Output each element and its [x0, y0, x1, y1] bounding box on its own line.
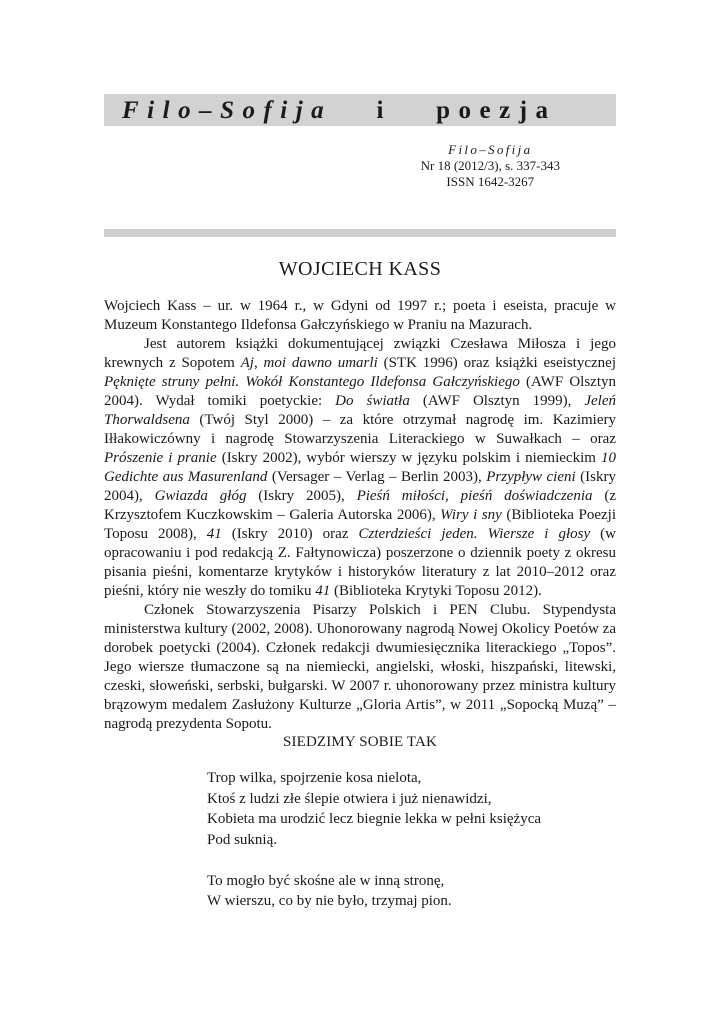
journal-issn: ISSN 1642-3267	[446, 174, 535, 189]
book-title: 41	[206, 526, 222, 542]
bio-text: (Iskry 2002), wybór wierszy w języku polskim i niemieckim	[216, 450, 601, 466]
bio-paragraph-1: Wojciech Kass – ur. w 1964 r., w Gdyni od 1997 r.; poeta i eseista, pracuje w Muzeum Konstantego Ildefonsa Gałczyńskiego w Praniu na Mazurach.	[104, 298, 616, 333]
poem-title: SIEDZIMY SOBIE TAK	[283, 734, 437, 750]
poem-line: Kobieta ma urodzić lecz biegnie lekka w pełni księżyca	[207, 811, 542, 827]
author-name: WOJCIECH KASS	[278, 258, 442, 280]
poem-line: Pod suknią.	[207, 831, 278, 848]
author-bio	[104, 297, 616, 734]
banner-part-journal: Filo–Sofija	[122, 97, 333, 124]
book-title: Do światła	[335, 393, 410, 409]
poem-stanza-2	[207, 871, 607, 912]
book-title: 10 Gedichte aus Masurenland	[104, 450, 616, 485]
book-title: 41	[315, 583, 331, 599]
banner-title	[122, 96, 602, 126]
book-title: Pęknięte struny pełni. Wokół Konstantego Ildefonsa Gałczyńskiego	[104, 374, 520, 390]
bio-text: (z Krzysztofem Kuczkowskim – Galeria Autorska 2006),	[104, 488, 616, 523]
poem-line: W wierszu, co by nie było, trzymaj pion.	[207, 893, 452, 909]
book-title: Wiry i sny	[440, 507, 502, 523]
book-title: Jeleń Thorwaldsena	[104, 393, 616, 428]
bio-paragraph-2	[104, 335, 616, 601]
banner-part-poetry: poezja	[436, 97, 557, 124]
bio-text: (Iskry 2005),	[246, 488, 357, 504]
bio-text: (STK 1996) oraz książki eseistycznej	[377, 355, 616, 371]
bio-text: (Twój Styl 2000) – za które otrzymał nagrodę im. Kazimiery Iłłakowiczówny i nagrodę Stowarzyszenia Literackiego w Suwałkach – oraz	[104, 412, 616, 447]
journal-title: Filo–Sofija	[448, 142, 533, 157]
book-title: Przypływ cieni	[486, 469, 576, 485]
book-title: Aj, moi dawno umarli	[240, 355, 378, 371]
book-title: Pieśń miłości, pieśń doświadczenia	[356, 488, 593, 504]
bio-text: (w opracowaniu i pod redakcją Z. Fałtynowicza) poszerzone o dziennik poety z okresu pisania pieśni, komentarze krytyków i historyków literatury z lat 2010–2012 oraz pieśni, który nie weszły do tomiku	[104, 526, 616, 599]
book-title: Czterdzieści jeden. Wiersze i głosy	[358, 526, 591, 542]
bio-text: Jest autorem książki dokumentującej związki Czesława Miłosza i jego krewnych z Sopotem	[104, 336, 616, 371]
poem-line: Ktoś z ludzi złe ślepie otwiera i już nienawidzi,	[207, 790, 492, 807]
journal-info	[421, 142, 560, 190]
book-title: Gwiazda głóg	[154, 488, 247, 504]
book-title: Prószenie i pranie	[104, 450, 217, 466]
bio-text: (AWF Olsztyn 2004). Wydał tomiki poetyckie:	[104, 374, 616, 409]
bio-paragraph-3: Członek Stowarzyszenia Pisarzy Polskich i PEN Clubu. Stypendysta ministerstwa kultury (2002, 2008). Uhonorowany nagrodą Nowej Okolicy Poetów za dorobek poetycki (2004). Członek redakcji dwumiesięcznika literackiego „Topos”. Jego wiersze tłumaczone są na niemiecki, angielski, włoski, hiszpański, litewski, czeski, słoweński, serbski, bułgarski. W 2007 r. uhonorowany przez ministra kultury brązowym medalem Zasłużony Kulturze „Gloria Artis”, w 2011 „Sopocką Muzą” – nagrodą prezydenta Sopotu.	[104, 602, 616, 732]
journal-issue: Nr 18 (2012/3), s. 337-343	[420, 158, 560, 173]
section-divider	[104, 229, 616, 237]
bio-text: (Iskry 2004),	[104, 469, 616, 504]
poem-stanza-1	[207, 768, 607, 850]
bio-text: (Iskry 2010) oraz	[221, 526, 359, 542]
poem-body	[207, 768, 607, 932]
poem-line: To mogło być skośne ale w inną stronę,	[207, 872, 445, 889]
bio-text: (Biblioteka Krytyki Toposu 2012).	[330, 583, 542, 599]
banner-part-and: i	[376, 97, 392, 124]
bio-text: (AWF Olsztyn 1999),	[409, 393, 585, 409]
poem-line: Trop wilka, spojrzenie kosa nielota,	[207, 770, 422, 786]
bio-text: (Biblioteka Poezji Toposu 2008),	[104, 507, 616, 542]
bio-text: (Versager – Verlag – Berlin 2003),	[267, 469, 487, 485]
